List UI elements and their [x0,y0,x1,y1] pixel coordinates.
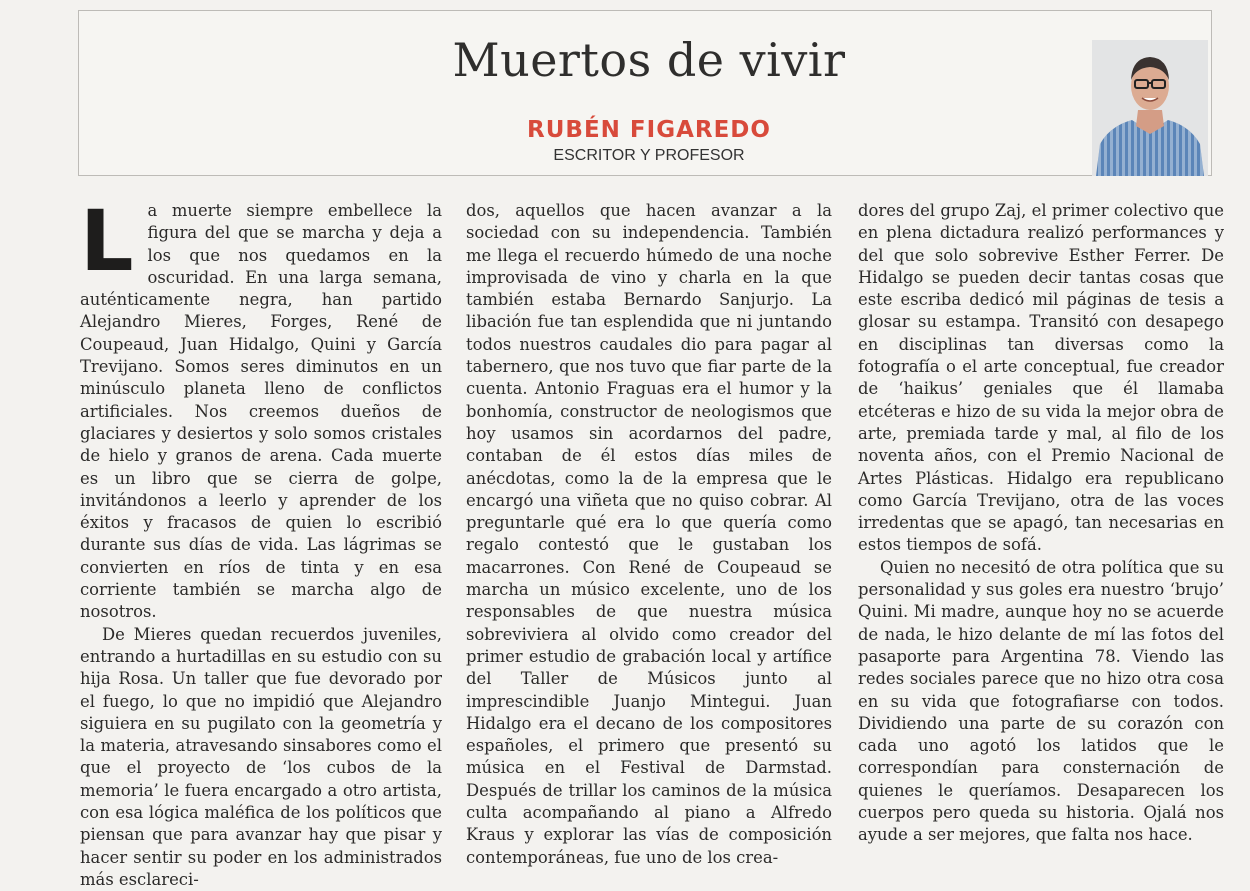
paragraph: dos, aquellos que hacen avanzar a la sociedad con su independencia. También me llega el recuerdo húmedo de una noche improvisada de vino y charla en la que también estaba Bernardo Sanjurjo. La libación fue tan esplendida que ni juntando todos nuestros caudales dio para pagar al tabernero, que nos tuvo que fiar parte de la cuenta. Antonio Fraguas era el humor y la bonhomía, constructor de neologismos que hoy usamos sin acordarnos del padre, contaban de él estos días miles de anécdotas, como la de la empresa que le encargó una viñeta que no quiso cobrar. Al preguntarle qué era lo que quería como regalo contestó que le gustaban los macarrones. Con René de Coupeaud se marcha un músico excelente, uno de los responsables de que nuestra música sobreviviera al olvido como creador del primer estudio de grabación local y artífice del Taller de Músicos junto al imprescindible Juanjo Mintegui. Juan Hidalgo era el decano de los compositores españoles, el primero que presentó su música en el Festival de Darmstad. Después de trillar los caminos de la música culta acompañando al piano a Alfredo Kraus y explorar las vías de composición contemporáneas, fue uno de los crea- [466,201,832,867]
paragraph-text: a muerte siempre embellece la figura del que se marcha y deja a los que nos quedamos en la oscuridad. En una larga semana, auténticamente negra, han partido Alejandro Mieres, Forges, René de Coupeaud, Juan Hidalgo, Quini y García Trevijano. Somos seres diminutos en un minúsculo planeta lleno de conflictos artificiales. Nos creemos dueños de glaciares y desiertos y solo somos cristales de hielo y granos de arena. Cada muerte es un libro que se cierra de golpe, invitándonos a leerlo y aprender de los éxitos y fracasos de quien lo escribió durante sus días de vida. Las lágrimas se convierten en ríos de tinta y en esa corriente también se marcha algo de nosotros. [80,201,442,622]
drop-cap: L [80,192,134,290]
author-name: RUBÉN FIGAREDO [527,117,771,143]
paragraph [80,192,442,624]
paragraph: Quien no necesitó de otra política que su personalidad y sus goles era nuestro ‘brujo’ Quini. Mi madre, aunque hoy no se acuerde de nada, le hizo delante de mí las fotos del pasaporte para Argentina 78. Viendo las redes sociales parece que no hizo otra cosa en su vida que fotografiarse con todos. Dividiendo una parte de su corazón con cada uno agotó los latidos que le correspondían para consternación de quienes le queríamos. Desaparecen los cuerpos pero queda su historia. Ojalá nos ayude a ser mejores, que falta nos hace. [858,557,1224,845]
article-column-1 [80,192,442,891]
paragraph: De Mieres quedan recuerdos juveniles, entrando a hurtadillas en su estudio con su hija Rosa. Un taller que fue devorado por el fuego, lo que no impidió que Alejandro siguiera en su pugilato con la geometría y la materia, atravesando sinsabores como el que el proyecto de ‘los cubos de la memoria’ le fuera encargado a otro artista, con esa lógica maléfica de los políticos que piensan que para avanzar hay que pisar y hacer sentir su poder en los administrados más esclareci- [80,624,442,889]
article-column-3 [858,200,1224,847]
author-role: ESCRITOR Y PROFESOR [553,147,745,164]
author-photo [1092,40,1208,176]
article-column-2 [466,200,832,869]
article-header [78,10,1212,176]
paragraph: dores del grupo Zaj, el primer colectivo que en plena dictadura realizó performances y del que solo sobrevive Esther Ferrer. De Hidalgo se pueden decir tantas cosas que este escriba dedicó mil páginas de tesis a glosar su estampa. Transitó con desapego en disciplinas tan diversas como la fotografía o el arte conceptual, fue creador de ‘haikus’ geniales que él llamaba etcéteras e hizo de su vida la mejor obra de arte, premiada tarde y mal, al filo de los noventa años, con el Premio Nacional de Artes Plásticas. Hidalgo era republicano como García Trevijano, otra de las voces irredentas que se apagó, tan necesarias en estos tiempos de sofá. [858,201,1224,555]
author-portrait-icon [1092,40,1208,176]
article-title: Muertos de vivir [452,33,846,87]
